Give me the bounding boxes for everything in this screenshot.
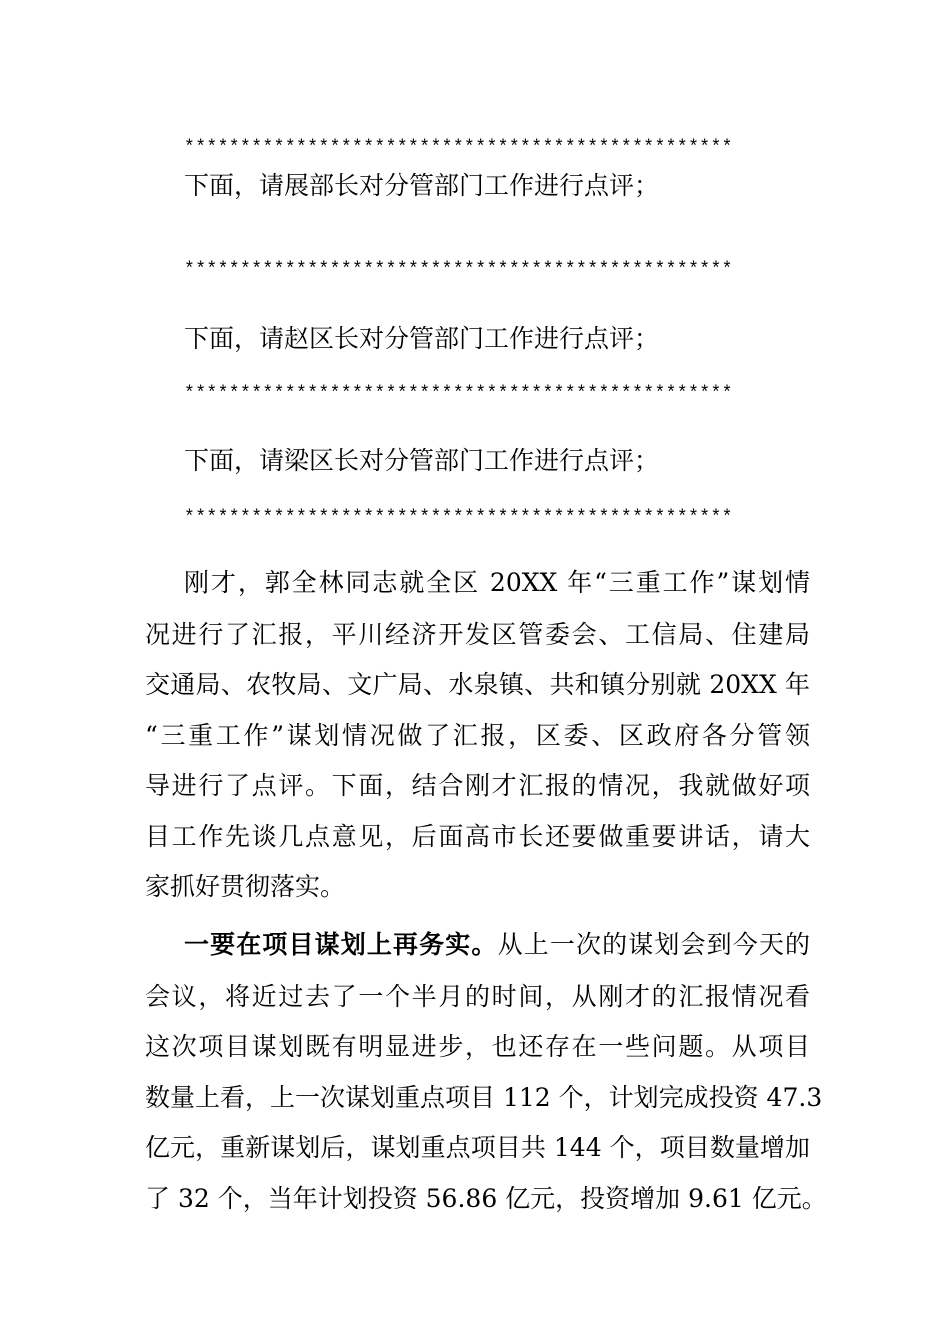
paragraph-line: 这次项目谋划既有明显进步，也还存在一些问题。从项目	[145, 1032, 810, 1061]
paragraph-line: “三重工作”谋划情况做了汇报，区委、区政府各分管领	[145, 721, 810, 750]
paragraph-line: 家抓好贯彻落实。	[145, 872, 346, 901]
paragraph-line: 刚才，郭全林同志就全区 20XX 年“三重工作”谋划情	[184, 568, 810, 597]
paragraph-line: 亿元，重新谋划后，谋划重点项目共 144 个，项目数量增加	[145, 1133, 810, 1162]
paragraph-line: 了 32 个，当年计划投资 56.86 亿元，投资增加 9.61 亿元。	[145, 1184, 827, 1213]
paragraph-line: 会议，将近过去了一个半月的时间，从刚才的汇报情况看	[145, 982, 810, 1011]
separator-line: *************************************************	[184, 260, 733, 280]
review-line-3: 下面，请梁区长对分管部门工作进行点评；	[184, 446, 660, 475]
point-heading: 一要在项目谋划上再务实。	[184, 930, 498, 959]
point-heading-rest: 从上一次的谋划会到今天的	[497, 930, 810, 959]
paragraph-line: 数量上看，上一次谋划重点项目 112 个，计划完成投资 47.3	[145, 1083, 823, 1112]
paragraph-line	[184, 928, 810, 962]
paragraph-line: 目工作先谈几点意见，后面高市长还要做重要讲话，请大	[145, 822, 810, 851]
separator-line: *************************************************	[184, 384, 733, 404]
paragraph-line: 导进行了点评。下面，结合刚才汇报的情况，我就做好项	[145, 771, 810, 800]
separator-line: *************************************************	[184, 138, 733, 158]
paragraph-line: 况进行了汇报，平川经济开发区管委会、工信局、住建局	[145, 620, 810, 649]
review-line-2: 下面，请赵区长对分管部门工作进行点评；	[184, 324, 660, 353]
review-line-1: 下面，请展部长对分管部门工作进行点评；	[184, 171, 660, 200]
paragraph-line: 交通局、农牧局、文广局、水泉镇、共和镇分别就 20XX 年	[145, 670, 810, 699]
separator-line: *************************************************	[184, 508, 733, 528]
